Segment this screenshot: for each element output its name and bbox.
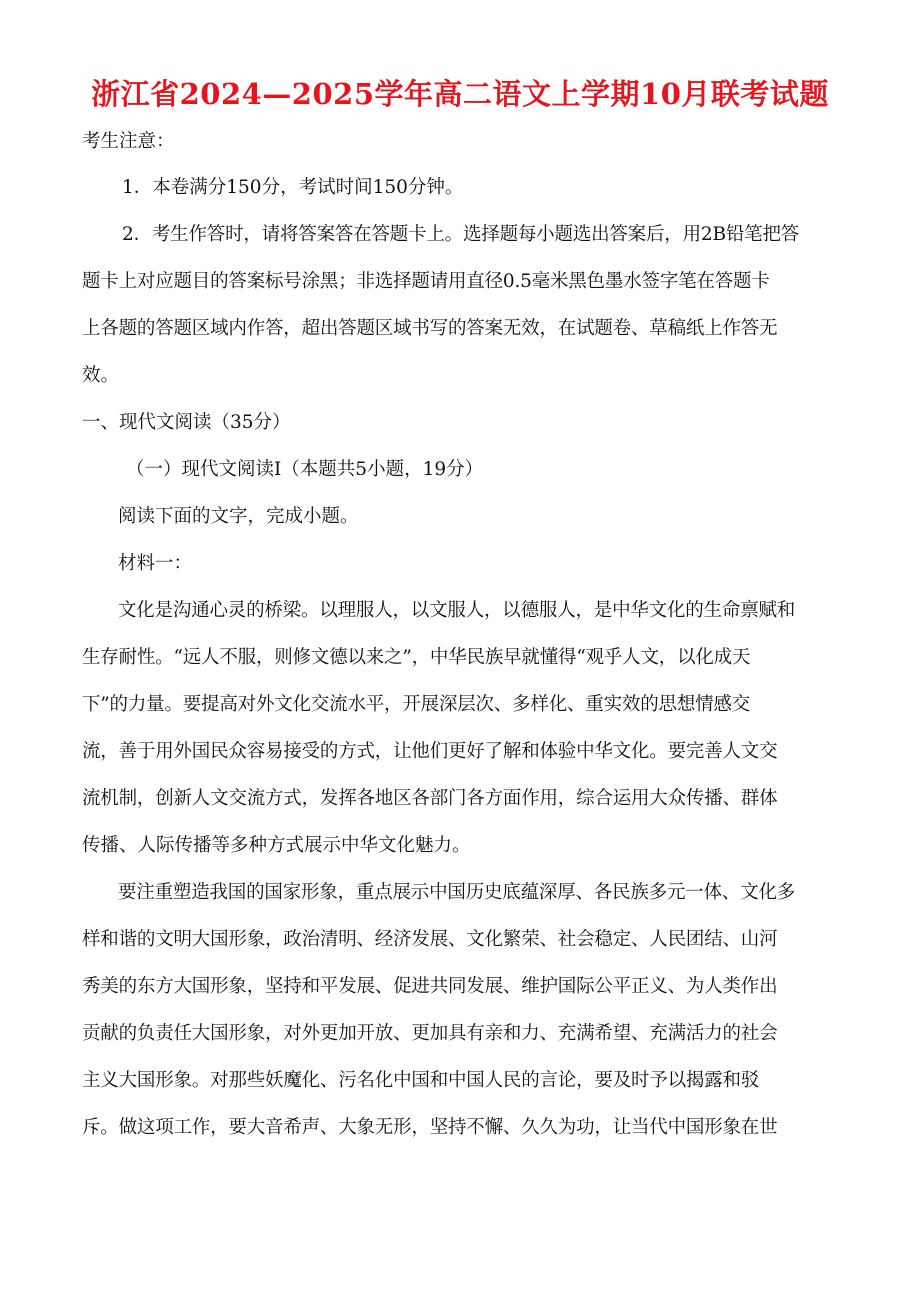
subsection-heading: （一）现代文阅读Ⅰ（本题共5小题，19分） [126,459,484,480]
paragraph-1-line: 文化是沟通心灵的桥梁。以理服人，以文服人，以德服人，是中华文化的生命禀赋和 [118,600,796,621]
notice-item-2-line: 2．考生作答时，请将答案答在答题卡上。选择题每小题选出答案后，用2B铅笔把答 [122,224,800,245]
paragraph-2-line: 样和谐的文明大国形象，政治清明、经济发展、文化繁荣、社会稳定、人民团结、山河 [82,929,778,950]
notice-item-2-line: 题卡上对应题目的答案标号涂黑；非选择题请用直径0.5毫米黑色墨水签字笔在答题卡 [82,271,770,292]
paragraph-1-line: 流，善于用外国民众容易接受的方式，让他们更好了解和体验中华文化。要完善人文交 [82,741,778,762]
paragraph-1-line: 生存耐性。“远人不服，则修文德以来之”，中华民族早就懂得“观乎人文，以化成天 [82,647,751,668]
material-label: 材料一： [118,553,193,574]
notice-heading: 考生注意： [82,131,175,152]
section-heading: 一、现代文阅读（35分） [82,412,291,433]
paragraph-2-line: 秀美的东方大国形象，坚持和平发展、促进共同发展、维护国际公平正义、为人类作出 [82,976,778,997]
paragraph-1-line: 下”的力量。要提高对外文化交流水平，开展深层次、多样化、重实效的思想情感交 [82,694,751,715]
paragraph-1-line: 流机制，创新人文交流方式，发挥各地区各部门各方面作用，综合运用大众传播、群体 [82,788,778,809]
paragraph-2-line: 贡献的负责任大国形象，对外更加开放、更加具有亲和力、充满希望、充满活力的社会 [82,1023,778,1044]
reading-instruction: 阅读下面的文字，完成小题。 [118,506,359,527]
notice-item-1: 1．本卷满分150分，考试时间150分钟。 [122,177,464,198]
paragraph-2-line: 主义大国形象。对那些妖魔化、污名化中国和中国人民的言论，要及时予以揭露和驳 [82,1070,760,1091]
paragraph-2-line: 斥。做这项工作，要大音希声、大象无形，坚持不懈、久久为功，让当代中国形象在世 [82,1117,778,1138]
notice-item-2-line: 效。 [82,365,120,386]
notice-item-2-line: 上各题的答题区域内作答，超出答题区域书写的答案无效，在试题卷、草稿纸上作答无 [82,318,778,339]
paragraph-2-line: 要注重塑造我国的国家形象，重点展示中国历史底蕴深厚、各民族多元一体、文化多 [118,882,796,903]
paragraph-1-line: 传播、人际传播等多种方式展示中华文化魅力。 [82,835,471,856]
document-title: 浙江省2024—2025学年高二语文上学期10月联考试题 [91,77,829,111]
